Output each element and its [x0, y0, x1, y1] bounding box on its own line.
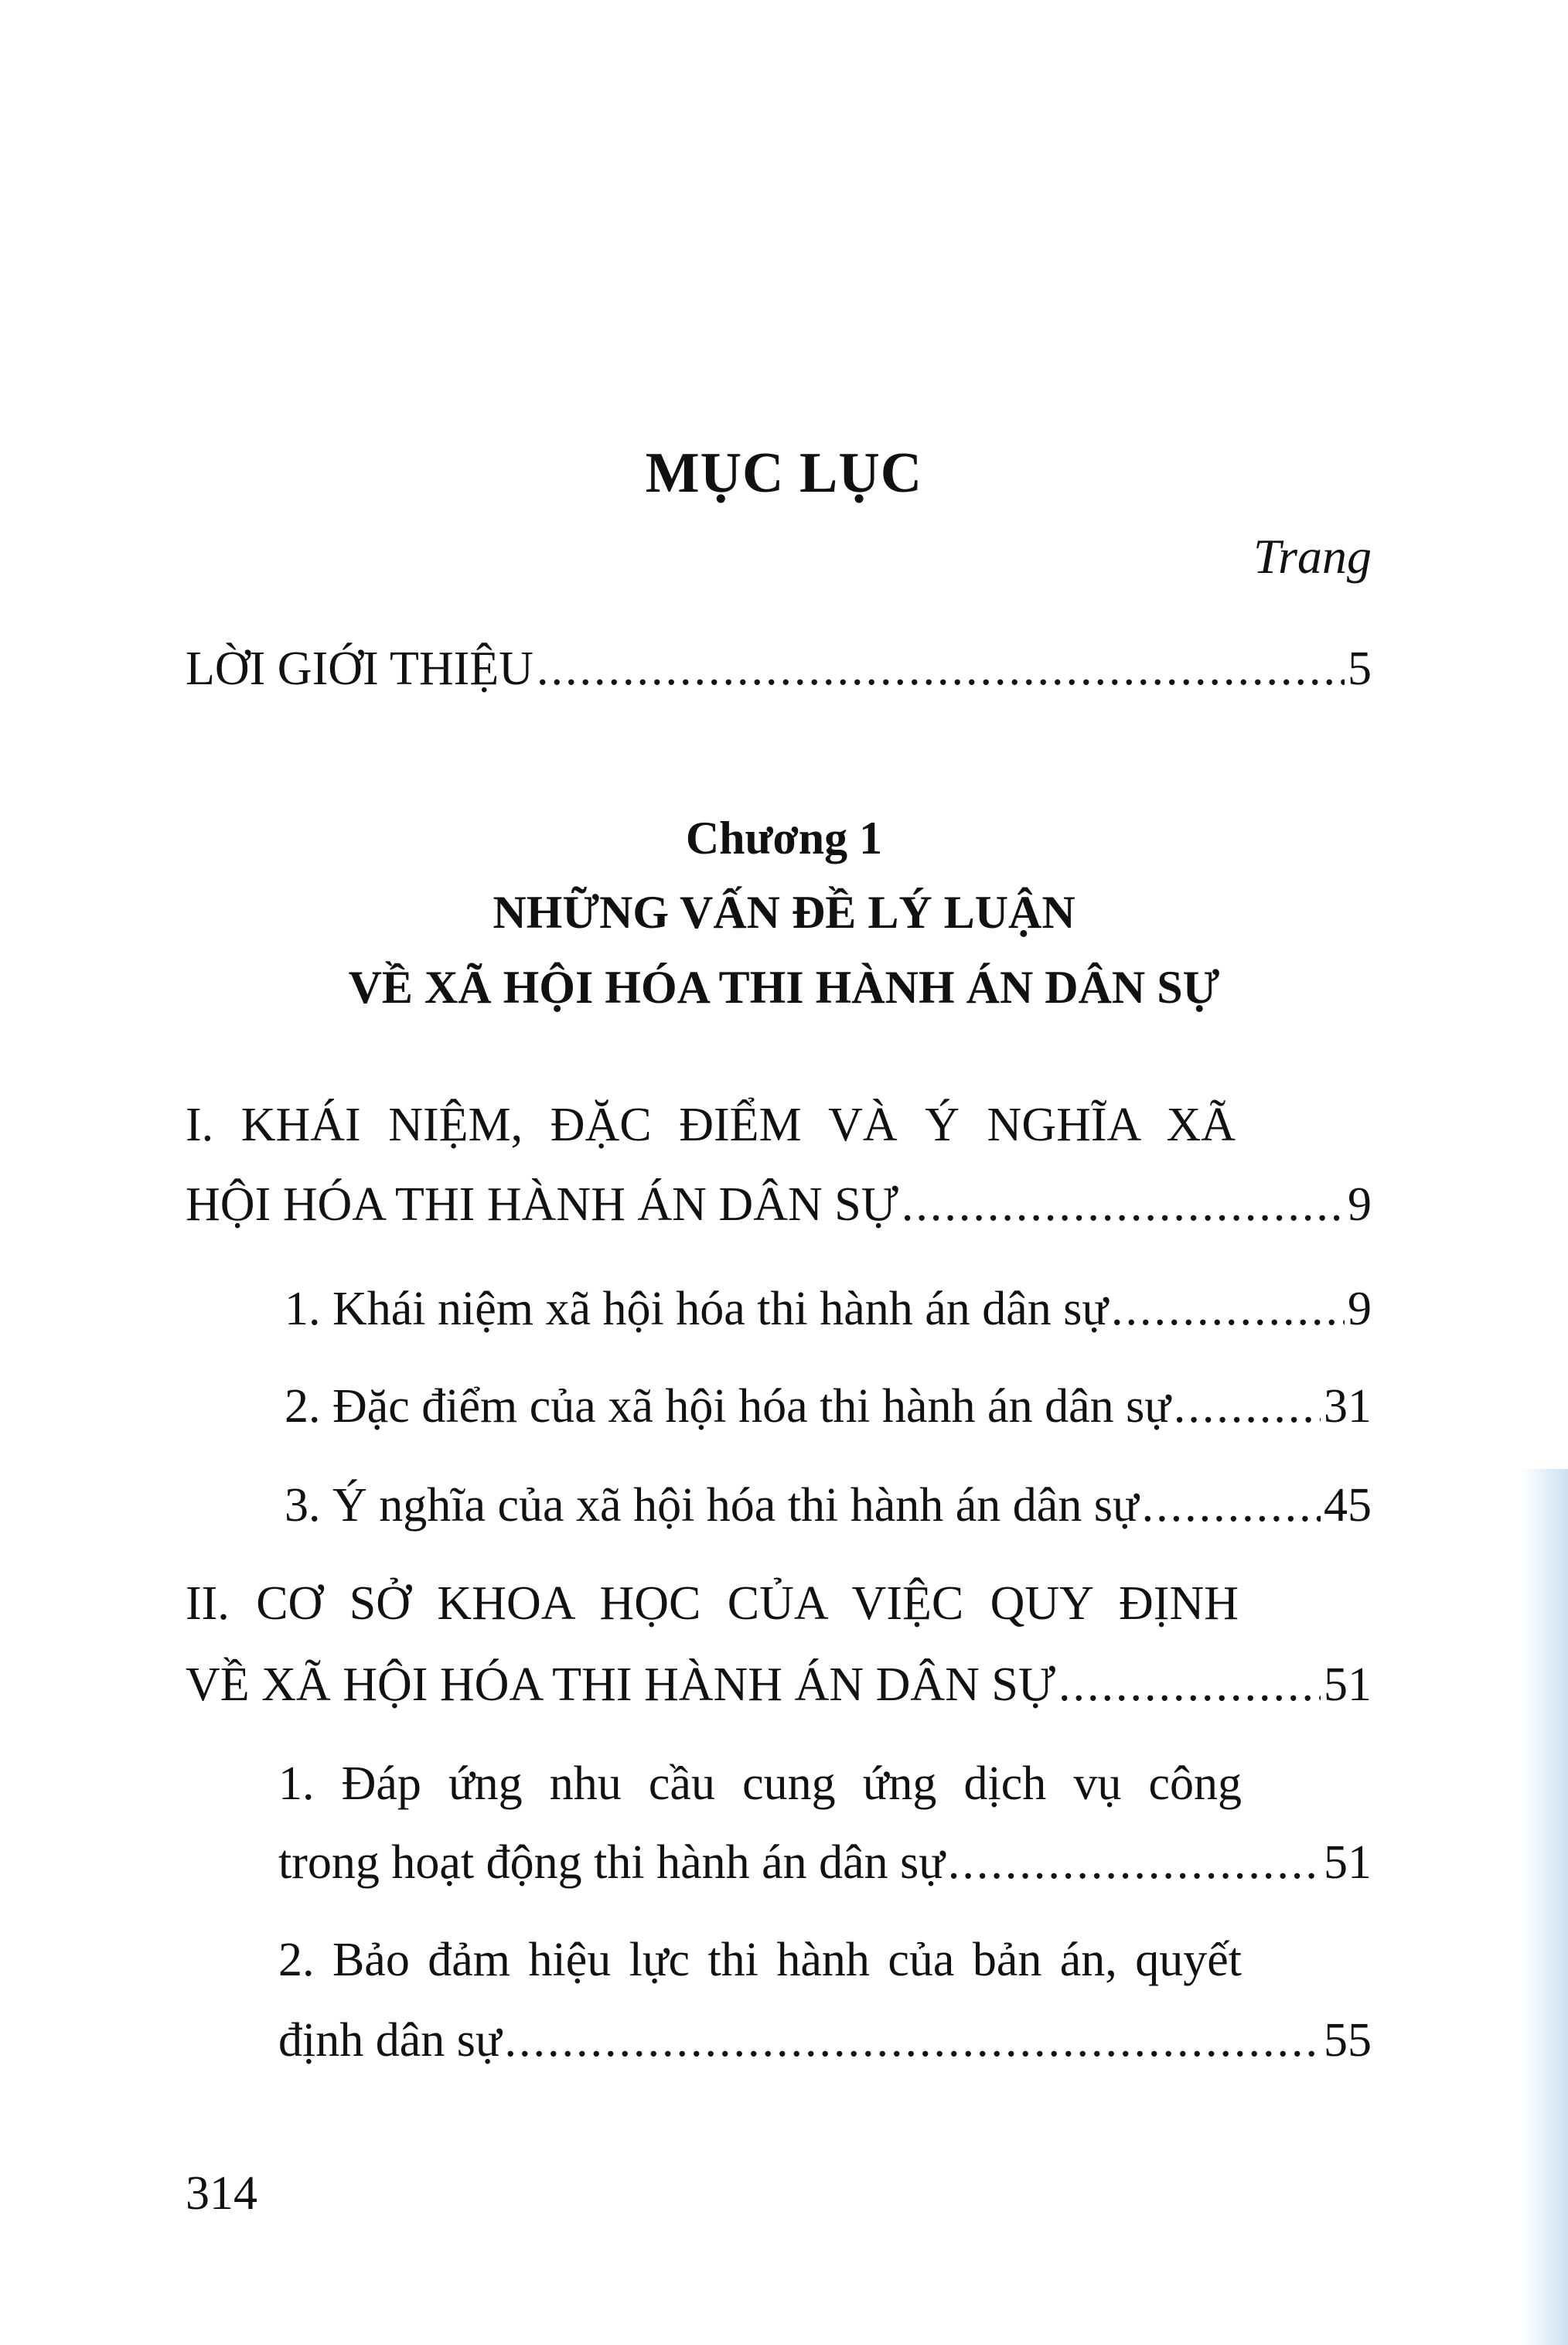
toc-page-number: 55: [1324, 2014, 1372, 2067]
toc-page-number: 51: [1324, 1836, 1372, 1889]
toc-section-entry[interactable]: [186, 1654, 1372, 1716]
toc-page-number: 45: [1324, 1479, 1372, 1532]
toc-item-entry[interactable]: [285, 1474, 1372, 1536]
toc-section-line[interactable]: I. KHÁI NIỆM, ĐẶC ĐIỂM VÀ Ý NGHĨA XÃ: [186, 1099, 1236, 1151]
dot-leader: [1174, 1375, 1321, 1437]
toc-item-line[interactable]: 1. Đáp ứng nhu cầu cung ứng dịch vụ công: [278, 1757, 1242, 1810]
chapter-number: Chương 1: [685, 813, 883, 864]
toc-item-entry[interactable]: [285, 1375, 1372, 1437]
toc-entry-label: trong hoạt động thi hành án dân sự: [278, 1836, 945, 1889]
dot-leader: [1142, 1474, 1321, 1536]
scan-edge-tint: [1522, 1469, 1568, 2345]
toc-item-entry[interactable]: [278, 1832, 1372, 1893]
toc-entry-label: LỜI GIỚI THIỆU: [186, 642, 533, 695]
page-number: 314: [186, 2167, 257, 2220]
toc-page-number: 51: [1324, 1658, 1372, 1711]
dot-leader: [504, 2009, 1321, 2071]
toc-entry-label: định dân sự: [278, 2014, 502, 2067]
dot-leader: [537, 638, 1345, 700]
toc-section-entry[interactable]: [186, 1174, 1372, 1236]
chapter-title-line: VỀ XÃ HỘI HÓA THI HÀNH ÁN DÂN SỰ: [348, 962, 1220, 1013]
toc-item-line[interactable]: 2. Bảo đảm hiệu lực thi hành của bản án, quyết: [278, 1934, 1242, 1986]
dot-leader: [902, 1174, 1345, 1236]
toc-entry-label: 1. Khái niệm xã hội hóa thi hành án dân sự: [285, 1283, 1108, 1335]
toc-page-number: 9: [1348, 1283, 1372, 1335]
toc-entry-label: 2. Đặc điểm của xã hội hóa thi hành án dân sự: [285, 1380, 1171, 1433]
page-title: MỤC LỤC: [645, 441, 923, 505]
toc-item-entry[interactable]: [285, 1278, 1372, 1340]
toc-entry-intro[interactable]: [186, 638, 1372, 700]
page-column-label: Trang: [1253, 529, 1372, 584]
chapter-title-line: NHỮNG VẤN ĐỀ LÝ LUẬN: [493, 887, 1075, 938]
dot-leader: [948, 1832, 1321, 1893]
toc-item-entry[interactable]: [278, 2009, 1372, 2071]
toc-page-number: 31: [1324, 1380, 1372, 1433]
dot-leader: [1058, 1654, 1321, 1716]
toc-entry-label: HỘI HÓA THI HÀNH ÁN DÂN SỰ: [186, 1178, 898, 1231]
dot-leader: [1111, 1278, 1345, 1340]
toc-page-number: 9: [1348, 1178, 1372, 1231]
toc-entry-label: 3. Ý nghĩa của xã hội hóa thi hành án dân sự: [285, 1479, 1139, 1532]
toc-page-number: 5: [1348, 642, 1372, 695]
toc-entry-label: VỀ XÃ HỘI HÓA THI HÀNH ÁN DÂN SỰ: [186, 1658, 1056, 1711]
toc-section-line[interactable]: II. CƠ SỞ KHOA HỌC CỦA VIỆC QUY ĐỊNH: [186, 1577, 1239, 1630]
